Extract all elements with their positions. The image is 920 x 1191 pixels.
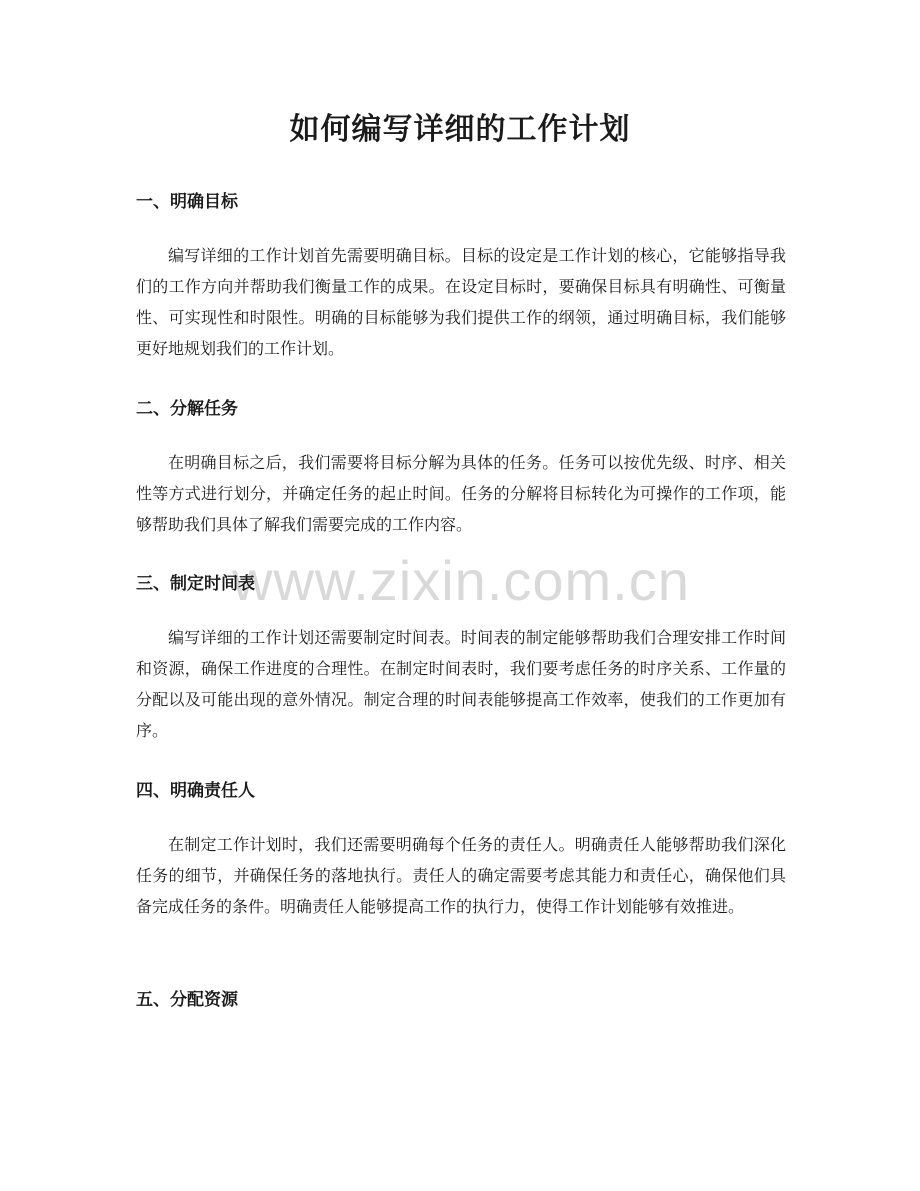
- section-break-down-tasks: [136, 397, 786, 540]
- section-clarify-goals: [136, 190, 786, 364]
- section-heading: 二、分解任务: [136, 399, 238, 419]
- section-heading: 五、分配资源: [136, 990, 238, 1010]
- section-paragraph: 在明确目标之后，我们需要将目标分解为具体的任务。任务可以按优先级、时序、相关性等方式进行划分，并确定任务的起止时间。任务的分解将目标转化为可操作的工作项，能够帮助我们具体了解我们需要完成的工作内容。: [136, 453, 786, 534]
- section-make-schedule: [136, 572, 786, 746]
- section-heading: 三、制定时间表: [136, 574, 255, 594]
- section-heading: 一、明确目标: [136, 192, 238, 212]
- section-paragraph: 在制定工作计划时，我们还需要明确每个任务的责任人。明确责任人能够帮助我们深化任务的细节，并确保任务的落地执行。责任人的确定需要考虑其能力和责任心，确保他们具备完成任务的条件。明确责任人能够提高工作的执行力，使得工作计划能够有效推进。: [136, 835, 786, 916]
- section-paragraph: 编写详细的工作计划首先需要明确目标。目标的设定是工作计划的核心，它能够指导我们的工作方向并帮助我们衡量工作的成果。在设定目标时，要确保目标具有明确性、可衡量性、可实现性和时限性。明确的目标能够为我们提供工作的纲领，通过明确目标，我们能够更好地规划我们的工作计划。: [136, 246, 786, 358]
- section-assign-owners: [136, 779, 786, 922]
- section-allocate-resources: [136, 988, 786, 1012]
- section-heading: 四、明确责任人: [136, 781, 255, 801]
- watermark: www.zixin.com.cn: [232, 549, 690, 612]
- document-title: 如何编写详细的工作计划: [289, 112, 631, 147]
- section-paragraph: 编写详细的工作计划还需要制定时间表。时间表的制定能够帮助我们合理安排工作时间和资源，确保工作进度的合理性。在制定时间表时，我们要考虑任务的时序关系、工作量的分配以及可能出现的意外情况。制定合理的时间表能够提高工作效率，使我们的工作更加有序。: [136, 628, 786, 740]
